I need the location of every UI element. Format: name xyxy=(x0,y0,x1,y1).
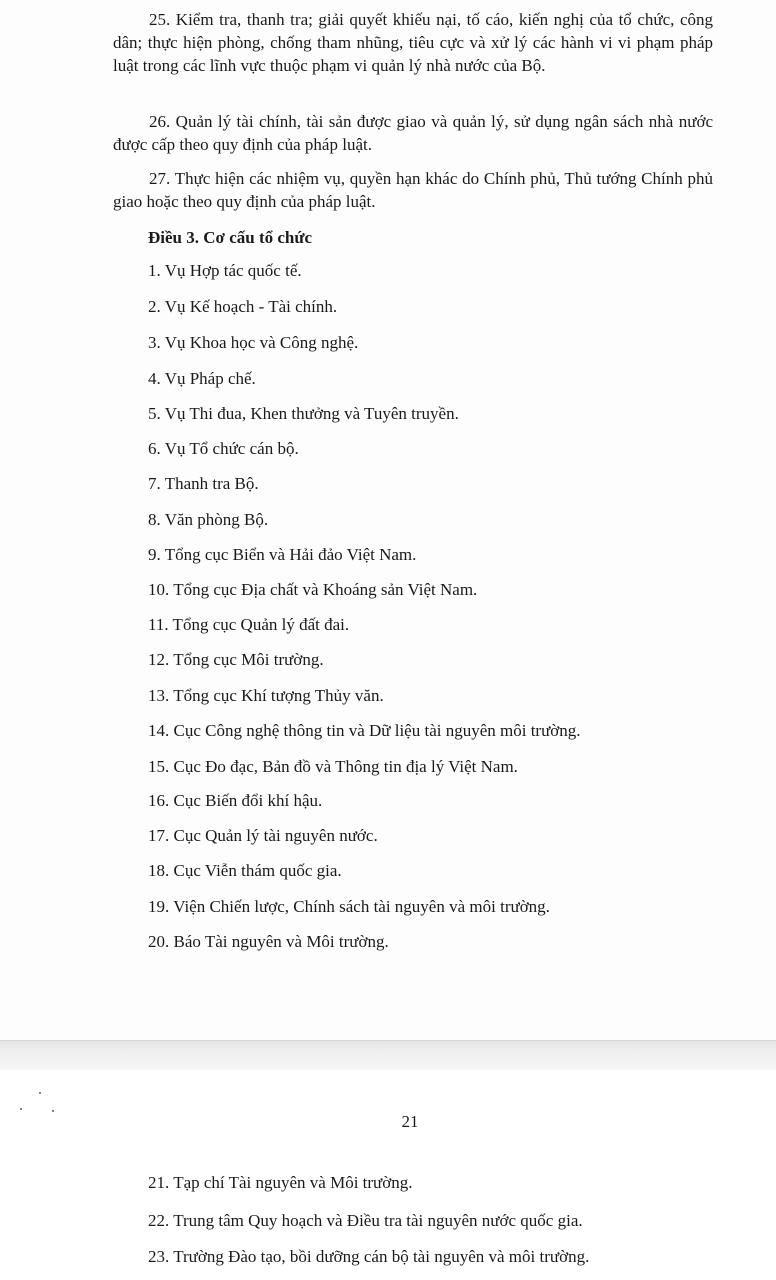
page-separator xyxy=(0,1040,776,1071)
list-item: 5. Vụ Thi đua, Khen thưởng và Tuyên truyền. xyxy=(148,404,459,423)
list-item: 1. Vụ Hợp tác quốc tế. xyxy=(148,261,302,280)
list-item: 23. Trường Đào tạo, bồi dưỡng cán bộ tài nguyên và môi trường. xyxy=(148,1247,590,1266)
list-item: 2. Vụ Kế hoạch - Tài chính. xyxy=(148,297,338,316)
list-item: 3. Vụ Khoa học và Công nghệ. xyxy=(148,333,359,352)
list-item: 17. Cục Quản lý tài nguyên nước. xyxy=(148,826,378,845)
list-item: 4. Vụ Pháp chế. xyxy=(148,369,256,388)
paragraph-26: 26. Quản lý tài chính, tài sản được giao và quản lý, sử dụng ngân sách nhà nước được cấp theo quy định của pháp luật. xyxy=(113,112,713,154)
list-item: 18. Cục Viễn thám quốc gia. xyxy=(148,861,342,880)
list-item: 21. Tạp chí Tài nguyên và Môi trường. xyxy=(148,1173,413,1192)
paragraph-25: 25. Kiểm tra, thanh tra; giải quyết khiếu nại, tố cáo, kiến nghị của tổ chức, công dân; thực hiện phòng, chống tham nhũng, tiêu cực và xử lý các hành vi vi phạm pháp luật trong các lĩnh vực thuộc phạm vi quản lý nhà nước của Bộ. xyxy=(113,10,713,75)
list-item: 11. Tổng cục Quản lý đất đai. xyxy=(148,615,350,634)
paragraph-27: 27. Thực hiện các nhiệm vụ, quyền hạn khác do Chính phủ, Thủ tướng Chính phủ giao hoặc theo quy định của pháp luật. xyxy=(113,169,713,211)
scan-speck xyxy=(39,1092,41,1094)
list-item: 9. Tổng cục Biển và Hải đảo Việt Nam. xyxy=(148,545,417,564)
list-item: 10. Tổng cục Địa chất và Khoáng sản Việt Nam. xyxy=(148,580,478,599)
list-item: 19. Viện Chiến lược, Chính sách tài nguyên và môi trường. xyxy=(148,897,550,916)
list-item: 7. Thanh tra Bộ. xyxy=(148,474,259,493)
list-item: 15. Cục Đo đạc, Bản đồ và Thông tin địa lý Việt Nam. xyxy=(148,757,518,776)
article-heading: Điều 3. Cơ cấu tổ chức xyxy=(148,228,313,247)
list-item: 14. Cục Công nghệ thông tin và Dữ liệu tài nguyên môi trường. xyxy=(148,721,581,740)
list-item: 13. Tổng cục Khí tượng Thủy văn. xyxy=(148,686,384,705)
list-item: 8. Văn phòng Bộ. xyxy=(148,510,269,529)
scan-speck xyxy=(20,1108,22,1110)
list-item: 16. Cục Biến đổi khí hậu. xyxy=(148,791,323,810)
list-item: 20. Báo Tài nguyên và Môi trường. xyxy=(148,932,389,951)
page-number: 21 xyxy=(401,1112,419,1131)
list-item: 12. Tổng cục Môi trường. xyxy=(148,650,324,669)
list-item: 22. Trung tâm Quy hoạch và Điều tra tài nguyên nước quốc gia. xyxy=(148,1211,583,1230)
list-item: 6. Vụ Tổ chức cán bộ. xyxy=(148,439,299,458)
